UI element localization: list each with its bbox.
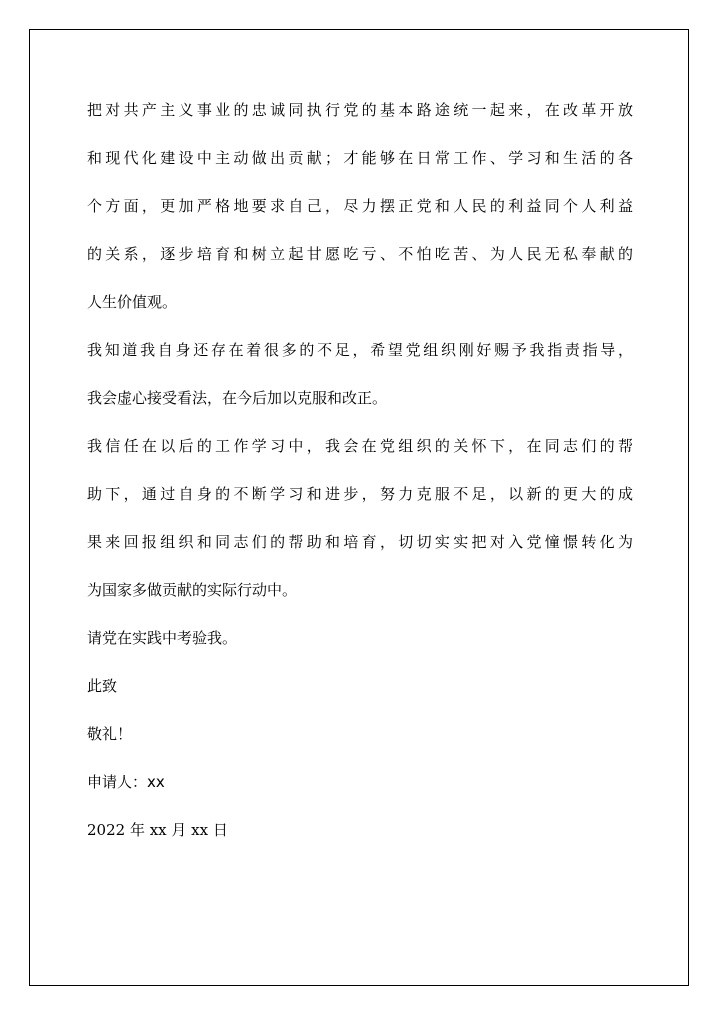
salutation-line: 此致 [87, 677, 118, 695]
text-line: 我信任在以后的工作学习中，我会在党组织的关怀下，在同志们的帮 [87, 437, 633, 455]
applicant-signature: 申请人：xx [87, 773, 165, 791]
text-line: 我知道我自身还存在着很多的不足，希望党组织刚好赐予我指责指导， [87, 341, 633, 359]
text-line: 果来回报组织和同志们的帮助和培育，切切实实把对入党憧憬转化为 [87, 533, 633, 551]
text-line: 把对共产主义事业的忠诚同执行党的基本路途统一起来，在改革开放 [87, 101, 633, 119]
page-border [29, 29, 689, 986]
text-line: 人生价值观。 [87, 293, 178, 311]
salutation-line: 敬礼！ [87, 725, 133, 743]
text-line: 个方面，更加严格地要求自己，尽力摆正党和人民的利益同个人利益 [87, 197, 633, 215]
text-line: 我会虚心接受看法，在今后加以克服和改正。 [87, 389, 388, 407]
text-line: 助下，通过自身的不断学习和进步，努力克服不足，以新的更大的成 [87, 485, 633, 503]
text-line: 的关系，逐步培育和树立起甘愿吃亏、不怕吃苦、为人民无私奉献的 [87, 245, 633, 263]
text-line: 为国家多做贡献的实际行动中。 [87, 581, 298, 599]
document-date: 2022 年 xx 月 xx 日 [87, 821, 228, 839]
text-line: 和现代化建设中主动做出贡献；才能够在日常工作、学习和生活的各 [87, 149, 633, 167]
closing-request: 请党在实践中考验我。 [87, 629, 238, 647]
